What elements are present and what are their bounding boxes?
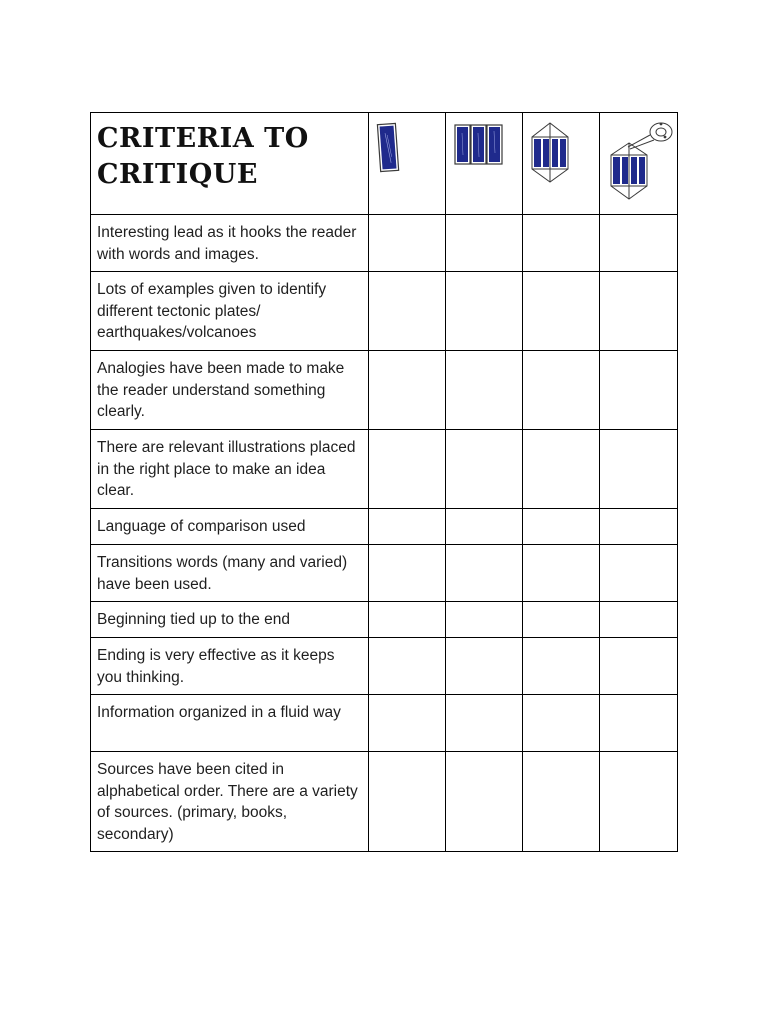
score-cell[interactable] [446,215,523,272]
score-cell[interactable] [600,509,678,545]
score-cell[interactable] [369,695,446,752]
score-cell[interactable] [523,272,600,351]
criteria-row [91,272,678,351]
criteria-row [91,638,678,695]
score-cell[interactable] [446,638,523,695]
header-row [91,113,678,215]
score-cell[interactable] [446,272,523,351]
criterion-text: Beginning tied up to the end [97,611,291,628]
criteria-row [91,430,678,509]
score-cell[interactable] [369,545,446,602]
score-cell[interactable] [523,752,600,852]
criterion-cell [91,509,369,545]
score-cell[interactable] [600,602,678,638]
page-title: CRITERIA TO CRITIQUE [97,123,309,190]
score-cell[interactable] [523,602,600,638]
score-cell[interactable] [600,351,678,430]
level-1-header [369,113,446,215]
criterion-text: Interesting lead as it hooks the reader with words and images. [97,224,357,263]
criterion-text: Lots of examples given to identify different tectonic plates/ earthquakes/volcanoes [97,281,327,341]
criterion-text: Transitions words (many and varied) have been used. [97,554,348,593]
criteria-row [91,351,678,430]
folded-diamond-hanging-icon [600,113,678,206]
score-cell[interactable] [600,272,678,351]
score-cell[interactable] [446,602,523,638]
score-cell[interactable] [369,215,446,272]
single-panel-icon [369,113,446,206]
criterion-cell [91,272,369,351]
score-cell[interactable] [600,695,678,752]
criterion-text: There are relevant illustrations placed in the right place to make an idea clear. [97,439,356,499]
criterion-text: Ending is very effective as it keeps you thinking. [97,647,335,686]
criterion-cell [91,752,369,852]
criterion-cell [91,351,369,430]
criterion-cell [91,695,369,752]
criterion-cell [91,215,369,272]
score-cell[interactable] [523,695,600,752]
score-cell[interactable] [600,430,678,509]
score-cell[interactable] [369,430,446,509]
score-cell[interactable] [369,351,446,430]
score-cell[interactable] [523,638,600,695]
score-cell[interactable] [369,638,446,695]
criterion-cell [91,545,369,602]
score-cell[interactable] [369,752,446,852]
folded-diamond-icon [523,113,600,206]
title-cell [91,113,369,215]
score-cell[interactable] [369,509,446,545]
score-cell[interactable] [446,430,523,509]
score-cell[interactable] [369,602,446,638]
criterion-cell [91,430,369,509]
score-cell[interactable] [446,509,523,545]
criterion-text: Information organized in a fluid way [97,704,341,721]
score-cell[interactable] [369,272,446,351]
score-cell[interactable] [523,351,600,430]
score-cell[interactable] [600,638,678,695]
triple-panel-icon [446,113,523,206]
score-cell[interactable] [600,752,678,852]
level-4-header [600,113,678,215]
criterion-cell [91,602,369,638]
criteria-row [91,545,678,602]
criteria-row [91,509,678,545]
score-cell[interactable] [523,509,600,545]
score-cell[interactable] [600,545,678,602]
score-cell[interactable] [446,752,523,852]
score-cell[interactable] [446,545,523,602]
score-cell[interactable] [446,351,523,430]
criterion-cell [91,638,369,695]
criteria-row [91,602,678,638]
score-cell[interactable] [600,215,678,272]
criterion-text: Sources have been cited in alphabetical order. There are a variety of sources. (primary, books, secondary) [97,761,358,843]
score-cell[interactable] [446,695,523,752]
criteria-row [91,695,678,752]
criteria-row [91,752,678,852]
criterion-text: Language of comparison used [97,518,306,535]
score-cell[interactable] [523,545,600,602]
score-cell[interactable] [523,430,600,509]
criteria-rubric-table [90,112,678,852]
level-2-header [446,113,523,215]
level-3-header [523,113,600,215]
criteria-row [91,215,678,272]
score-cell[interactable] [523,215,600,272]
criterion-text: Analogies have been made to make the reader understand something clearly. [97,360,345,420]
